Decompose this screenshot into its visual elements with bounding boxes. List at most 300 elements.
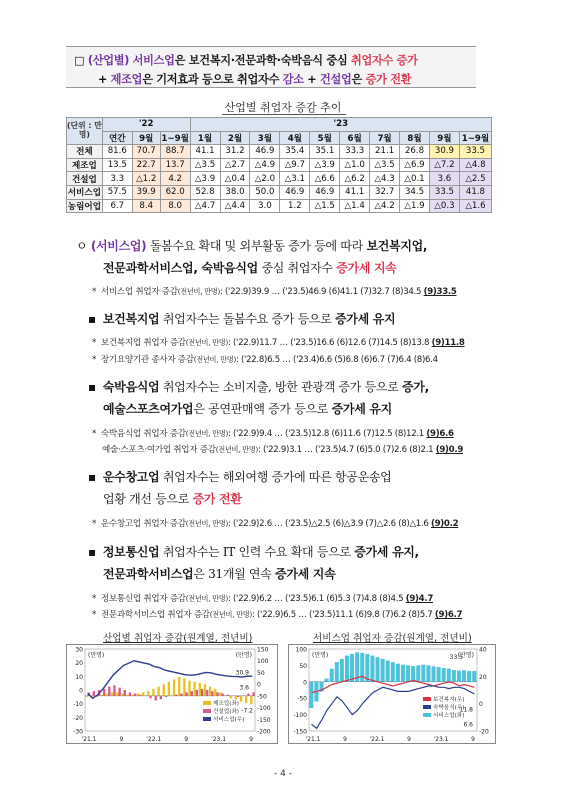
table-cell: 46.9 [250, 145, 280, 159]
table-cell: 33.5 [459, 145, 491, 159]
bullet-health [88, 310, 395, 327]
note-unit: (전년비, 만명) [177, 287, 220, 296]
note-star: * [92, 429, 96, 439]
table-cell: 57.5 [102, 185, 132, 199]
bullet-text: 은 31개월 연속 [193, 567, 276, 581]
right-tick-label: -50 [257, 693, 267, 701]
bar-manufacturing [219, 692, 221, 696]
note-label: 정보통신업 취업자 증감 [100, 594, 186, 604]
table-cell: 41.8 [459, 185, 491, 199]
bullet-mark: ▪ [88, 470, 96, 484]
bullet-ict-line2 [103, 565, 335, 582]
table-cell: 41.1 [340, 185, 370, 199]
bar-manufacturing [209, 686, 211, 695]
table-cell: △3.9 [190, 172, 220, 186]
bar-construction [201, 689, 203, 696]
table-column-header: 4월 [280, 131, 310, 145]
bar-manufacturing [116, 692, 118, 696]
headline-line-2 [98, 71, 411, 87]
bullet-text: 취업자수는 IT 인력 수요 확대 등으로 [159, 545, 355, 559]
bullet-bold: 정보통신업 [102, 545, 160, 559]
table-year-22-header: '22 [102, 118, 190, 132]
table-row-label: 건설업 [67, 172, 103, 186]
table-column-header: 9월 [132, 131, 160, 145]
employment-change-table [66, 117, 492, 213]
bar-construction [113, 685, 115, 696]
table-cell: 3.0 [250, 199, 280, 213]
note-label: 장기요양기관 종사자 증감 [100, 355, 194, 365]
table-cell: 13.7 [160, 158, 190, 172]
table-cell: 34.5 [400, 185, 430, 199]
bar-manufacturing [163, 684, 165, 696]
right-tick-label: 150 [257, 646, 269, 654]
bar-construction [155, 696, 157, 701]
para-bold: 전문과학서비스업, 숙박음식업 [103, 261, 258, 275]
bullet-end: 증가 전환 [192, 492, 242, 506]
table-row [67, 199, 492, 213]
right-tick-label: 50 [257, 669, 265, 677]
note-accommodation [92, 427, 454, 439]
note-ict [92, 592, 433, 604]
bar-services [421, 665, 425, 682]
bullet-end: 증가세 유지 [335, 312, 396, 326]
left-tick-label: -100 [293, 712, 307, 720]
bar-services [330, 669, 334, 682]
table-cell: △0.3 [429, 199, 459, 213]
table-cell: 31.2 [220, 145, 250, 159]
bullet-bold: 전문과학서비스업 [103, 567, 194, 581]
table-cell: △0.1 [400, 172, 430, 186]
note-last-value: (9)0.2 [430, 519, 459, 529]
legend-label: 숙박음식(우) [433, 705, 465, 711]
headline-segment: + [303, 73, 320, 86]
table-cell: △1.0 [340, 158, 370, 172]
table-cell: △4.7 [190, 199, 220, 213]
bar-construction [129, 692, 131, 696]
bar-services [391, 662, 395, 682]
table-column-header: 2월 [220, 131, 250, 145]
right-chart-svg [289, 645, 495, 743]
bar-manufacturing [111, 692, 113, 696]
bar-services [370, 656, 374, 682]
bullet-bold: 숙박음식업 [102, 380, 160, 394]
bar-construction [216, 692, 218, 696]
right-tick-label: 40 [479, 646, 487, 654]
headline-segment: 제조업 [110, 73, 143, 86]
table-cell: 8.4 [132, 199, 160, 213]
table-cell: △2.0 [250, 172, 280, 186]
note-label: 서비스업 취업자 증감 [100, 287, 178, 297]
bar-construction [149, 696, 151, 698]
table-cell: 46.9 [310, 185, 340, 199]
bar-manufacturing [152, 689, 154, 696]
para-red: 증가세 지속 [336, 261, 397, 275]
table-row-label: 제조업 [67, 158, 103, 172]
bar-services [467, 671, 471, 682]
table-cell: 8.0 [160, 199, 190, 213]
bar-construction [93, 691, 95, 696]
para-circle-mark: ㅇ [76, 239, 91, 253]
bar-manufacturing [101, 695, 103, 696]
bar-services [396, 664, 400, 682]
annotation: 3.6 [239, 684, 249, 692]
legend-swatch [423, 697, 431, 701]
table-cell: 81.6 [102, 145, 132, 159]
note-last-value: (9)11.8 [431, 338, 465, 348]
x-tick-label: '23.1 [433, 736, 449, 743]
note-unit: (전년비, 만명) [209, 610, 252, 619]
note-star: * [92, 519, 96, 529]
x-tick-label: 9 [343, 736, 347, 743]
bar-services [406, 665, 410, 681]
table-cell: 35.4 [280, 145, 310, 159]
note-unit: (전년비, 만명) [185, 429, 228, 438]
left-tick-label: 30 [75, 646, 83, 654]
bar-construction [222, 694, 224, 696]
bullet-mark: ▪ [88, 545, 96, 559]
right-axis-unit: (만명) [235, 652, 252, 659]
left-tick-label: 20 [75, 660, 83, 668]
x-tick-label: 9 [119, 736, 124, 743]
bar-services [472, 671, 476, 682]
headline-segment: 취업자수 증가 [350, 54, 418, 67]
bar-construction [196, 690, 198, 696]
para-services-line2 [103, 259, 397, 276]
note-label: 보건복지업 취업자 증감 [100, 338, 186, 348]
bar-construction [252, 692, 254, 696]
table-cell: △1.2 [132, 172, 160, 186]
x-tick-label: 9 [184, 736, 189, 743]
bullet-bold: 예술스포츠여가업 [103, 402, 194, 416]
bar-services [340, 659, 344, 682]
table-cell: △3.5 [190, 158, 220, 172]
bar-services [431, 666, 435, 681]
bullet-transport-line1 [88, 468, 391, 485]
right-tick-label: -20 [479, 728, 489, 736]
bar-construction [185, 692, 187, 696]
note-label: 예술·스포츠·여가업 취업자 증감 [102, 445, 216, 455]
left-chart-svg [67, 645, 277, 743]
table-cell: 1.2 [280, 199, 310, 213]
note-last-value: (9)6.6 [426, 429, 454, 439]
bar-construction [108, 686, 110, 695]
bar-manufacturing [250, 696, 252, 704]
legend-label: 제조업(좌) [213, 701, 239, 707]
legend-swatch [203, 709, 211, 713]
x-tick-label: 9 [471, 736, 475, 743]
para-services-line1 [76, 237, 427, 254]
table-cell: 62.0 [160, 185, 190, 199]
annotation: 30.9 [235, 669, 249, 677]
para-bold: 보건복지업, [366, 239, 428, 253]
x-tick-label: '21.1 [81, 736, 97, 743]
table-cell: △1.9 [400, 199, 430, 213]
bullet-end: 증가세 지속 [275, 567, 336, 581]
bar-manufacturing [178, 677, 180, 696]
table-column-header: 6월 [340, 131, 370, 145]
bar-construction [237, 696, 239, 697]
bar-construction [124, 690, 126, 696]
table-cell: 50.0 [250, 185, 280, 199]
table-cell: 3.3 [102, 172, 132, 186]
table-cell: 88.7 [160, 145, 190, 159]
table-cell: 32.7 [370, 185, 400, 199]
note-label: 전문과학서비스업 취업자 증감 [100, 610, 210, 620]
table-title: 산업별 취업자 증감 추이 [224, 101, 342, 114]
note-health [92, 336, 465, 348]
bar-manufacturing [132, 695, 134, 696]
note-unit: (전년비, 만명) [185, 519, 228, 528]
bar-manufacturing [106, 694, 108, 696]
bar-manufacturing [142, 692, 144, 696]
note-data: : ('22.9)3.1 … ('23.5)4.7 (6)5.0 (7)2.6 (8)2.1 [257, 445, 434, 455]
left-tick-label: 0 [79, 687, 83, 695]
page-number: - 4 - [274, 769, 292, 779]
table-column-header: 8월 [400, 131, 430, 145]
left-tick-label: -50 [297, 695, 307, 703]
legend-label: 서비스업(우) [213, 717, 245, 723]
table-cell: 3.6 [429, 172, 459, 186]
bullet-accommodation-line1 [88, 378, 429, 395]
note-last-value: (9)6.7 [434, 610, 463, 620]
legend-swatch [423, 713, 431, 717]
bar-construction [180, 694, 182, 696]
bar-manufacturing [240, 696, 242, 702]
note-services [92, 285, 457, 297]
note-star: * [92, 287, 96, 297]
note-last-value: (9)4.7 [405, 594, 434, 604]
bar-manufacturing [173, 679, 175, 695]
left-axis-unit: (만명) [88, 652, 105, 659]
table-cell: 41.1 [190, 145, 220, 159]
right-tick-label: 0 [479, 701, 483, 709]
bar-services [309, 682, 313, 708]
legend-swatch [203, 701, 211, 705]
note-data: : ('22.9)11.7 … ('23.5)16.6 (6)12.6 (7)14.5 (8)13.8 [227, 338, 430, 348]
right-axis-unit: (만명) [457, 652, 474, 659]
right-tick-label: 100 [257, 658, 269, 666]
bar-services [457, 671, 461, 682]
annotation: 11.8 [459, 706, 473, 714]
table-cell: 52.8 [190, 185, 220, 199]
bar-manufacturing [147, 691, 149, 696]
table-cell: △0.4 [220, 172, 250, 186]
bullet-end: 증가, [402, 380, 429, 394]
bullet-text: 업황 개선 등으로 [103, 492, 193, 506]
headline-segment: 은 [351, 73, 366, 86]
table-column-header: 3월 [250, 131, 280, 145]
bar-construction [211, 691, 213, 696]
table-cell: 13.5 [102, 158, 132, 172]
bar-manufacturing [230, 696, 232, 698]
table-cell: 46.9 [280, 185, 310, 199]
bar-construction [165, 696, 167, 697]
bar-manufacturing [199, 683, 201, 696]
table-unit-cell: (단위 : 만명) [67, 118, 103, 145]
table-row [67, 145, 492, 159]
legend-label: 서비스업(좌) [433, 713, 465, 719]
bar-construction [160, 696, 162, 700]
right-tick-label: -200 [257, 728, 271, 736]
bar-manufacturing [214, 689, 216, 696]
table-cell: △3.5 [370, 158, 400, 172]
table-cell: 39.9 [132, 185, 160, 199]
bullet-transport-line2 [103, 490, 242, 507]
left-tick-label: 10 [75, 673, 83, 681]
bar-construction [139, 695, 141, 696]
bar-services [447, 669, 451, 682]
note-unit: (전년비, 만명) [215, 445, 258, 454]
table-cell: 38.0 [220, 185, 250, 199]
note-data: : ('22.9)2.6 … ('23.5)△2.5 (6)△3.9 (7)△2.6 (8)△1.6 [227, 519, 429, 529]
annotation: 33.5 [449, 653, 463, 661]
left-tick-label: -30 [73, 728, 83, 736]
bar-services [386, 660, 390, 681]
note-last-value: (9)0.9 [435, 445, 463, 455]
table-year-23-header: '23 [190, 118, 491, 132]
table-row-label: 농림어업 [67, 199, 103, 213]
table-cell: 26.8 [400, 145, 430, 159]
bar-manufacturing [121, 694, 123, 696]
bar-manufacturing [204, 684, 206, 696]
right-tick-label: 20 [479, 673, 487, 681]
bar-manufacturing [245, 696, 247, 703]
table-title-underline [222, 114, 346, 115]
headline-segment: 감소 [282, 73, 304, 86]
bar-construction [134, 694, 136, 696]
bar-services [426, 665, 430, 681]
bar-manufacturing [85, 696, 87, 697]
table-cell: △3.9 [310, 158, 340, 172]
bar-services [416, 665, 420, 681]
table-column-header: 5월 [310, 131, 340, 145]
x-tick-label: 9 [407, 736, 411, 743]
note-data: : ('22.9)6.2 … ('23.5)6.1 (6)5.3 (7)4.8 (8)4.5 [227, 594, 404, 604]
table-cell: △4.9 [250, 158, 280, 172]
bullet-bold: 보건복지업 [102, 312, 160, 326]
note-last-value: (9)33.5 [423, 287, 457, 297]
annotation: 6.6 [463, 721, 473, 729]
x-tick-label: '23.1 [211, 736, 227, 743]
headline-segment: 은 기저효과 등으로 취업자수 [142, 73, 283, 86]
left-chart-caption: 산업별 취업자 증감(원계열, 전년비) [103, 633, 253, 644]
bullet-text: 취업자수는 돌봄수요 증가 등으로 [159, 312, 336, 326]
bar-services [411, 666, 415, 682]
table-cell: 30.9 [429, 145, 459, 159]
bar-construction [206, 690, 208, 696]
bullet-text: 취업자수는 소비지출, 방한 관광객 증가 등으로 [159, 380, 403, 394]
table-column-header: 연간 [102, 131, 132, 145]
bar-manufacturing [137, 694, 139, 696]
para-text: 돌봄수요 확대 및 외부활동 증가 등에 따라 [146, 239, 367, 253]
table-cell: △1.6 [459, 199, 491, 213]
table-cell: △6.2 [340, 172, 370, 186]
note-unit: (전년비, 만명) [185, 338, 228, 347]
table-cell: 6.7 [102, 199, 132, 213]
note-long-term-care [92, 353, 438, 365]
right-tick-label: -150 [257, 716, 271, 724]
note-unit: (전년비, 만명) [185, 594, 228, 603]
table-cell: 33.5 [429, 185, 459, 199]
bar-services [462, 670, 466, 681]
note-star: * [92, 355, 96, 365]
bar-services [452, 670, 456, 682]
headline-line-1 [74, 52, 418, 68]
table-cell: △6.6 [310, 172, 340, 186]
table-cell: △2.5 [459, 172, 491, 186]
table-row [67, 185, 492, 199]
table-cell: 21.1 [370, 145, 400, 159]
table-cell: △6.9 [400, 158, 430, 172]
bar-manufacturing [127, 695, 129, 696]
x-tick-label: '22.1 [369, 736, 385, 743]
bullet-accommodation-line2 [103, 400, 392, 417]
para-text: 중심 취업자수 [257, 261, 337, 275]
table-cell: △1.5 [310, 199, 340, 213]
x-tick-label: 9 [249, 736, 253, 743]
right-chart [288, 644, 496, 744]
bar-manufacturing [235, 696, 237, 700]
note-unit: (전년비, 만명) [193, 355, 236, 364]
bullet-end: 증가세 유지, [354, 545, 419, 559]
bar-services [350, 654, 354, 682]
table-cell: △4.8 [459, 158, 491, 172]
note-label: 숙박음식업 취업자 증감 [100, 429, 186, 439]
bullet-text: 취업자수는 해외여행 증가에 따른 항공운송업 [159, 470, 392, 484]
bar-construction [191, 691, 193, 696]
table-row [67, 172, 492, 186]
headline-segment: 은 보건복지·전문과학·숙박음식 중심 [174, 54, 351, 67]
right-tick-label: -100 [257, 705, 271, 713]
bullet-bold: 운수창고업 [102, 470, 160, 484]
left-tick-label: -20 [73, 714, 83, 722]
bar-services [442, 668, 446, 682]
bar-manufacturing [157, 686, 159, 695]
note-transport [92, 517, 458, 529]
bar-services [401, 665, 405, 682]
bar-manufacturing [193, 682, 195, 696]
left-tick-label: 0 [303, 679, 307, 687]
table-column-header: 7월 [370, 131, 400, 145]
note-professional-science [92, 608, 462, 620]
bullet-mark: ▪ [88, 312, 96, 326]
note-data: : ('22.9)9.4 … ('23.5)12.8 (6)11.6 (7)12.5 (8)12.1 [227, 429, 424, 439]
note-arts-sports [102, 443, 463, 455]
para-tag: (서비스업) [90, 239, 147, 253]
left-tick-label: -10 [73, 701, 83, 709]
bar-services [335, 662, 339, 682]
note-label: 운수창고업 취업자 증감 [100, 519, 186, 529]
x-tick-label: '22.1 [146, 736, 162, 743]
table-cell: △4.3 [370, 172, 400, 186]
bar-services [437, 667, 441, 682]
bar-manufacturing [188, 681, 190, 696]
bar-construction [103, 689, 105, 696]
legend-label: 보건복지(우) [433, 697, 465, 703]
note-data: : ('22.8)6.5 … ('23.4)6.6 (5)6.8 (6)6.7 (7)6.4 (8)6.4 [235, 355, 438, 365]
note-star: * [92, 610, 96, 620]
bar-services [381, 659, 385, 682]
bullet-text: 은 공연판매액 증가 등으로 [193, 402, 332, 416]
bar-manufacturing [183, 678, 185, 696]
left-tick-label: -150 [293, 728, 307, 736]
bar-services [325, 679, 329, 682]
left-axis-unit: (만명) [312, 652, 329, 659]
headline-segment: □ [74, 54, 88, 67]
table-cell: △2.7 [220, 158, 250, 172]
left-chart [66, 644, 278, 744]
note-star: * [92, 338, 96, 348]
